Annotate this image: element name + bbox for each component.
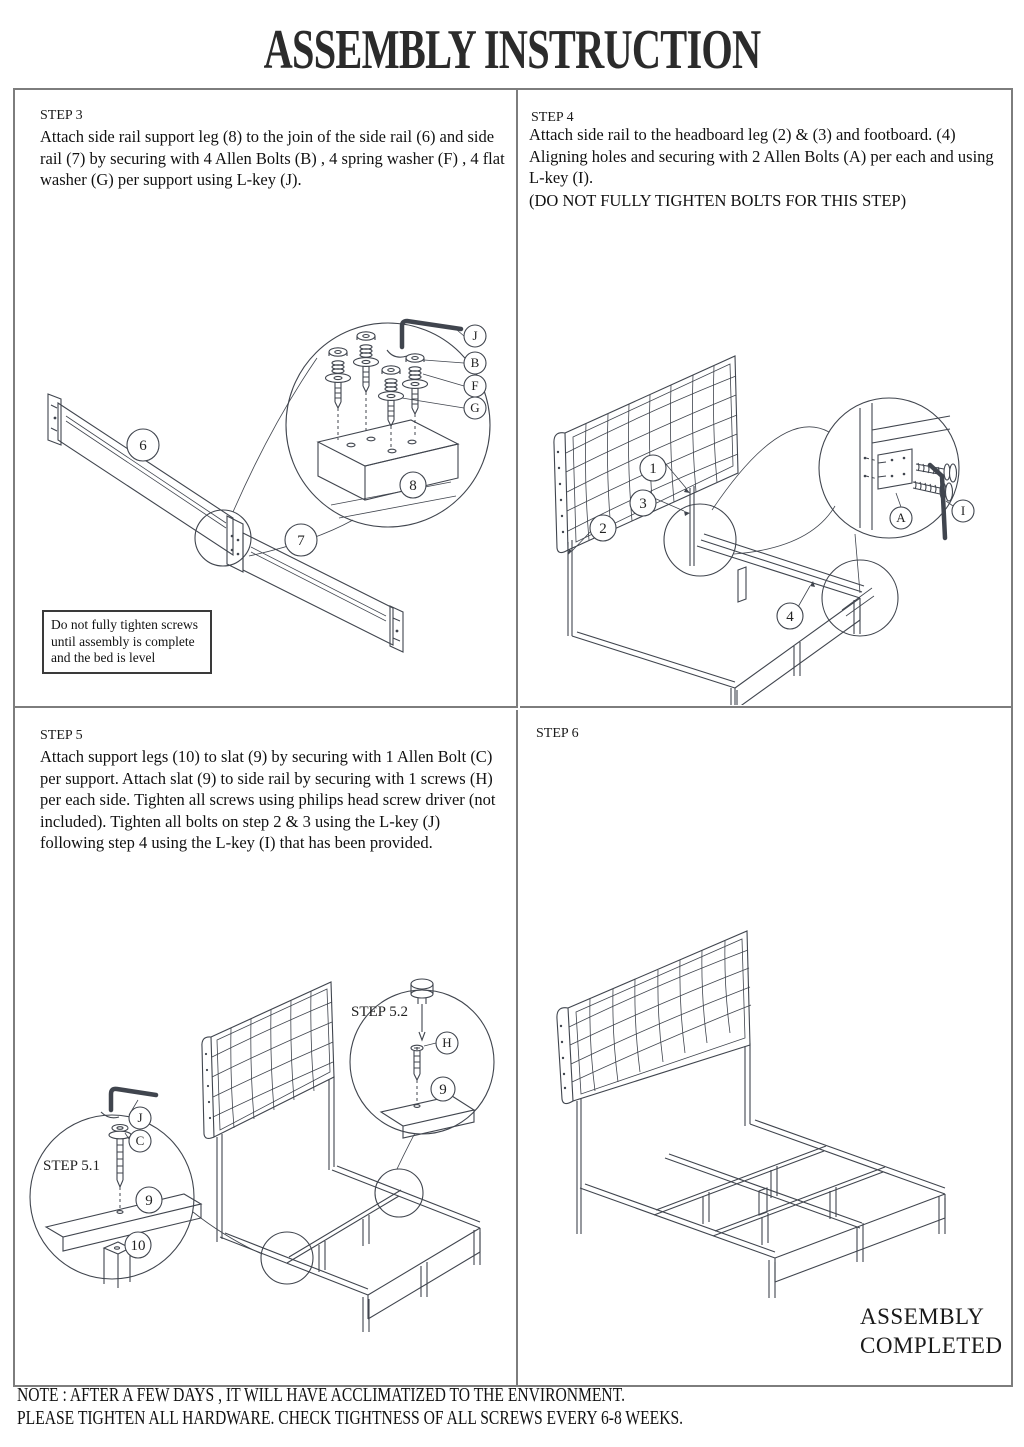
support-leg-8 — [318, 420, 458, 518]
part-label-G — [464, 397, 486, 419]
step6-panel — [520, 710, 1011, 1385]
slat-junction-circle-2 — [375, 1169, 423, 1217]
assembly-completed-line1: ASSEMBLY — [860, 1304, 985, 1329]
svg-text:C: C — [135, 1133, 145, 1148]
part-label-6 — [127, 429, 159, 461]
step4-heading: STEP 4 — [531, 110, 574, 125]
part-label-7 — [285, 524, 317, 556]
step3-heading: STEP 3 — [40, 108, 83, 123]
svg-text:B: B — [470, 355, 480, 370]
headboard — [557, 931, 751, 1104]
step4-caution-text: (DO NOT FULLY TIGHTEN BOLTS FOR THIS STEP) — [529, 190, 907, 210]
slat-junction-circle-1 — [261, 1232, 313, 1284]
part-label-I — [952, 500, 974, 522]
svg-text:4: 4 — [786, 609, 794, 625]
step4-diagram — [520, 218, 1011, 705]
headboard-legs — [577, 1043, 750, 1234]
svg-text:2: 2 — [599, 521, 607, 537]
l-key-icon — [930, 465, 945, 538]
svg-text:9: 9 — [145, 1193, 153, 1209]
svg-text:10: 10 — [130, 1238, 146, 1254]
bolt-detail-magnifier — [819, 398, 959, 538]
step3-panel — [15, 90, 518, 708]
assembly-completed-line2: COMPLETED — [860, 1333, 1003, 1358]
step4-panel — [520, 90, 1011, 708]
bed-frame — [220, 1166, 480, 1332]
substep-5-2-label: STEP 5.2 — [351, 1004, 408, 1020]
part-label-8 — [400, 472, 426, 498]
step6-heading: STEP 6 — [536, 726, 579, 741]
assembly-completed-text — [860, 1302, 1003, 1360]
svg-text:J: J — [472, 328, 478, 343]
svg-text:9: 9 — [439, 1082, 447, 1098]
part-label-2 — [590, 515, 616, 541]
label-leader-lines — [402, 330, 464, 408]
bolt-assembly-icons — [326, 332, 428, 448]
step5-diagram — [16, 882, 516, 1377]
steps-grid — [13, 88, 1013, 1387]
svg-text:F: F — [471, 378, 479, 393]
page-title: ASSEMBLY INSTRUCTION — [263, 19, 761, 81]
part-label-B — [464, 352, 486, 374]
headboard — [202, 982, 334, 1138]
svg-text:H: H — [442, 1035, 452, 1050]
part-label-1 — [640, 455, 666, 481]
step4-instructions — [529, 124, 1008, 211]
step4-body-text: Attach side rail to the headboard leg (2) & (3) and footboard. (4) Aligning holes and securing with 2 Allen Bolts (A) per each and using L-key (I). — [529, 125, 994, 187]
svg-text:6: 6 — [139, 438, 147, 454]
footer-note — [17, 1384, 871, 1430]
svg-text:7: 7 — [297, 533, 305, 549]
svg-text:8: 8 — [409, 478, 417, 494]
magnifier-leader-lines — [712, 427, 860, 593]
side-rail-6 — [48, 394, 233, 555]
step5-panel — [15, 710, 518, 1385]
svg-text:G: G — [470, 400, 480, 415]
step5-2-detail — [350, 979, 494, 1138]
step3-instructions: Attach side rail support leg (8) to the join of the side rail (6) and side rail (7) by securing with 4 Allen Bolts (B) , 4 spring washer (F) , 4 flat washer (G) per support using L-key (J). — [40, 127, 505, 189]
bed-frame — [572, 534, 864, 705]
svg-text:I: I — [960, 503, 966, 518]
part-label-3 — [630, 490, 656, 516]
part-label-9b — [431, 1077, 455, 1101]
part-label-A — [890, 507, 912, 529]
l-key-icon — [387, 321, 461, 357]
step5-instructions: Attach support legs (10) to slat (9) by securing with 1 Allen Bolt (C) per support. Attach slat (9) to side rail by securing with 1 screws (H) per each side. Tighten all screws using philips head screw driver (not included). Tighten all bolts on step 2 & 3 using the L-key (J) following step 4 using the L-key (I) that has been provided. — [40, 747, 496, 852]
leg-rail-junction-circle — [664, 504, 736, 576]
side-rail-7 — [243, 533, 403, 652]
svg-text:A: A — [896, 510, 906, 525]
svg-text:1: 1 — [649, 461, 657, 477]
footer-note-line1: NOTE : AFTER A FEW DAYS , IT WILL HAVE ACCLIMATIZED TO THE ENVIRONMENT. — [17, 1384, 625, 1406]
part-label-H — [436, 1032, 458, 1054]
part-label-4 — [777, 603, 803, 629]
center-slat — [287, 1190, 401, 1272]
caution-note-box: Do not fully tighten screws until assembly is complete and the bed is level — [42, 610, 212, 674]
bed-frame — [580, 1120, 945, 1298]
step5-1-detail — [30, 1089, 201, 1288]
step6-diagram — [523, 886, 1005, 1316]
part-label-9a — [136, 1187, 162, 1213]
part-label-C — [129, 1130, 151, 1152]
magnifier-leader-lines — [193, 1133, 415, 1254]
part-label-10 — [125, 1232, 151, 1258]
page-title-wrap — [0, 18, 1024, 82]
substep-5-1-label: STEP 5.1 — [43, 1158, 100, 1174]
footer-note-line2: PLEASE TIGHTEN ALL HARDWARE. CHECK TIGHTNESS OF ALL SCREWS EVERY 6-8 WEEKS. — [17, 1407, 684, 1429]
part-label-F — [464, 375, 486, 397]
part-label-J — [129, 1107, 151, 1129]
svg-text:J: J — [137, 1110, 143, 1125]
svg-text:3: 3 — [639, 496, 647, 512]
step5-heading: STEP 5 — [40, 728, 83, 743]
headboard — [554, 356, 738, 553]
part-label-J — [464, 325, 486, 347]
